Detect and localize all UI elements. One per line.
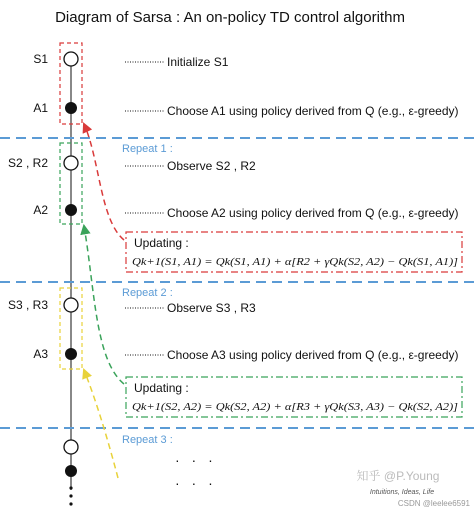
action-node-a1 [65,102,77,114]
label-s1: S1 [33,52,48,66]
annotation-observe-s3: Observe S3 , R3 [167,301,256,315]
label-s2-r2: S2 , R2 [7,156,48,170]
ellipsis-row-2: · · · [175,475,217,491]
repeat-2-label: Repeat 2 : [122,287,173,299]
update-1-arrow [84,124,124,240]
update-2-arrow [84,226,124,384]
watermark-small: Intuitions, Ideas, Life [369,489,435,496]
state-node-s3 [64,298,78,312]
continuation-dot [69,502,72,505]
label-a1: A1 [33,101,48,115]
annotation-choose-a3: Choose A3 using policy derived from Q (e.g., ε-greedy) [167,348,459,362]
state-node-s4 [64,440,78,454]
continuation-dot [69,494,72,497]
label-a3: A3 [33,347,48,361]
action-node-a3 [65,348,77,360]
watermark-zhihu: 知乎 @P.Young [356,469,440,483]
update-2-formula: Qk+1(S2, A2) = Qk(S2, A2) + α[R3 + γQk(S3, A3) − Qk(S2, A2)] [132,402,459,413]
update-1-formula: Qk+1(S1, A1) = Qk(S1, A1) + α[R2 + γQk(S2, A2) − Qk(S1, A1)] [132,257,459,268]
annotation-choose-a1: Choose A1 using policy derived from Q (e.g., ε-greedy) [167,104,459,118]
repeat-1-label: Repeat 1 : [122,143,173,155]
repeat-3-label: Repeat 3 : [122,434,173,446]
label-a2: A2 [33,203,48,217]
action-node-a4 [65,465,77,477]
diagram-title: Diagram of Sarsa : An on-policy TD control algorithm [55,9,405,26]
label-s3-r3: S3 , R3 [7,298,48,312]
annotation-init-s1: Initialize S1 [167,55,229,69]
annotation-observe-s2: Observe S2 , R2 [167,159,256,173]
update-1-label: Updating : [134,236,189,250]
ellipsis-row-1: · · · [175,452,217,468]
continuation-dot [69,486,72,489]
state-node-s2 [64,156,78,170]
state-node-s1 [64,52,78,66]
update-2-label: Updating : [134,381,189,395]
repeat-3-arrow [84,370,118,478]
annotation-choose-a2: Choose A2 using policy derived from Q (e.g., ε-greedy) [167,206,459,220]
watermark-csdn: CSDN @leelee6591 [397,499,470,508]
action-node-a2 [65,204,77,216]
